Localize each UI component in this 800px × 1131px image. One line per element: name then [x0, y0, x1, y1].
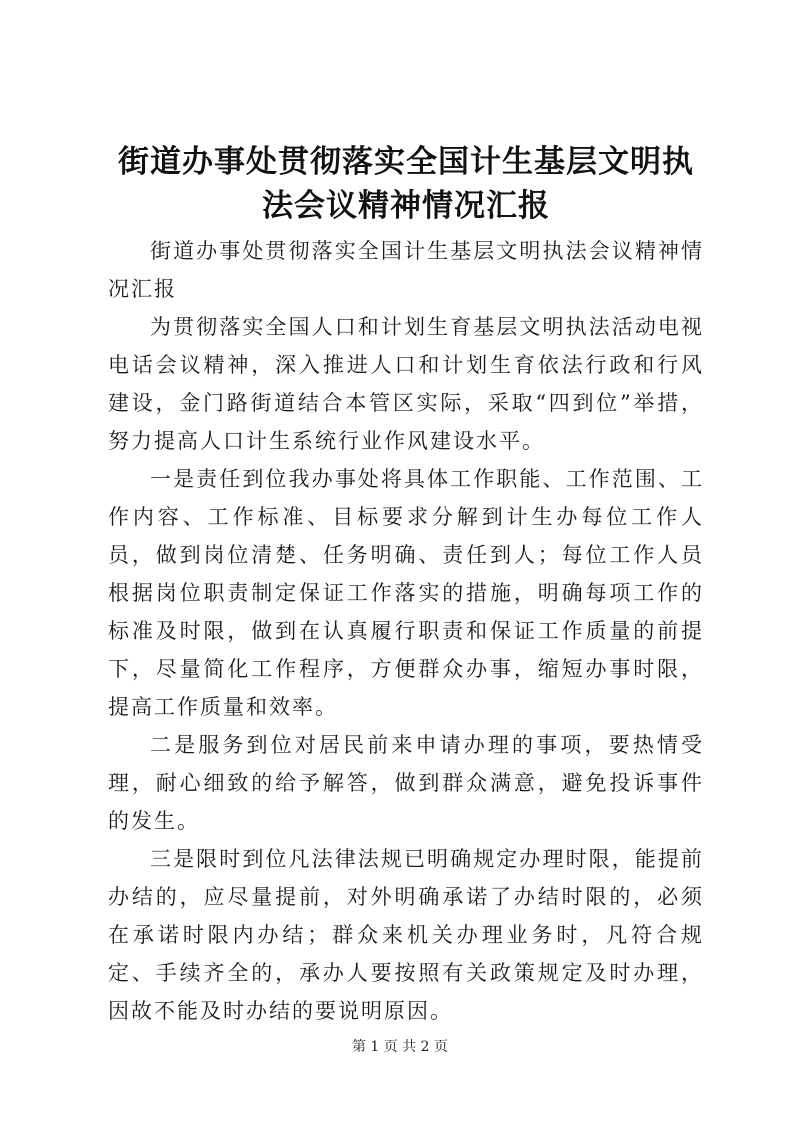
paragraph-time-limit: 三是限时到位凡法律法规已明确规定办理时限，能提前办结的，应尽量提前，对外明确承诺了办结时限的，必须在承诺时限内办结；群众来机关办理业务时，凡符合规定、手续齐全的，承办人要按照有关政策规定及时办理，因故不能及时办结的要说明原因。: [108, 847, 704, 1023]
paragraph-report-heading: 街道办事处贯彻落实全国计生基层文明执法会议精神情况汇报: [108, 239, 704, 301]
document-title: 街道办事处贯彻落实全国计生基层文明执法会议精神情况汇报: [118, 144, 694, 224]
document-body: [108, 232, 704, 1030]
paragraph-service: 二是服务到位对居民前来申请办理的事项，要热情受理，耐心细致的给予解答，做到群众满意，避免投诉事件的发生。: [108, 733, 704, 833]
paragraph-intro: 为贯彻落实全国人口和计划生育基层文明执法活动电视电话会议精神，深入推进人口和计划生育依法行政和行风建设，金门路街道结合本管区实际，采取“四到位”举措，努力提高人口计生系统行业作风建设水平。: [108, 315, 704, 453]
paragraph-responsibility: 一是责任到位我办事处将具体工作职能、工作范围、工作内容、工作标准、目标要求分解到计生办每位工作人员，做到岗位清楚、任务明确、责任到人；每位工作人员根据岗位职责制定保证工作落实的措施，明确每项工作的标准及时限，做到在认真履行职责和保证工作质量的前提下，尽量简化工作程序，方便群众办事，缩短办事时限，提高工作质量和效率。: [108, 467, 704, 719]
page-number-footer: 第 1 页 共 2 页: [351, 1039, 449, 1055]
